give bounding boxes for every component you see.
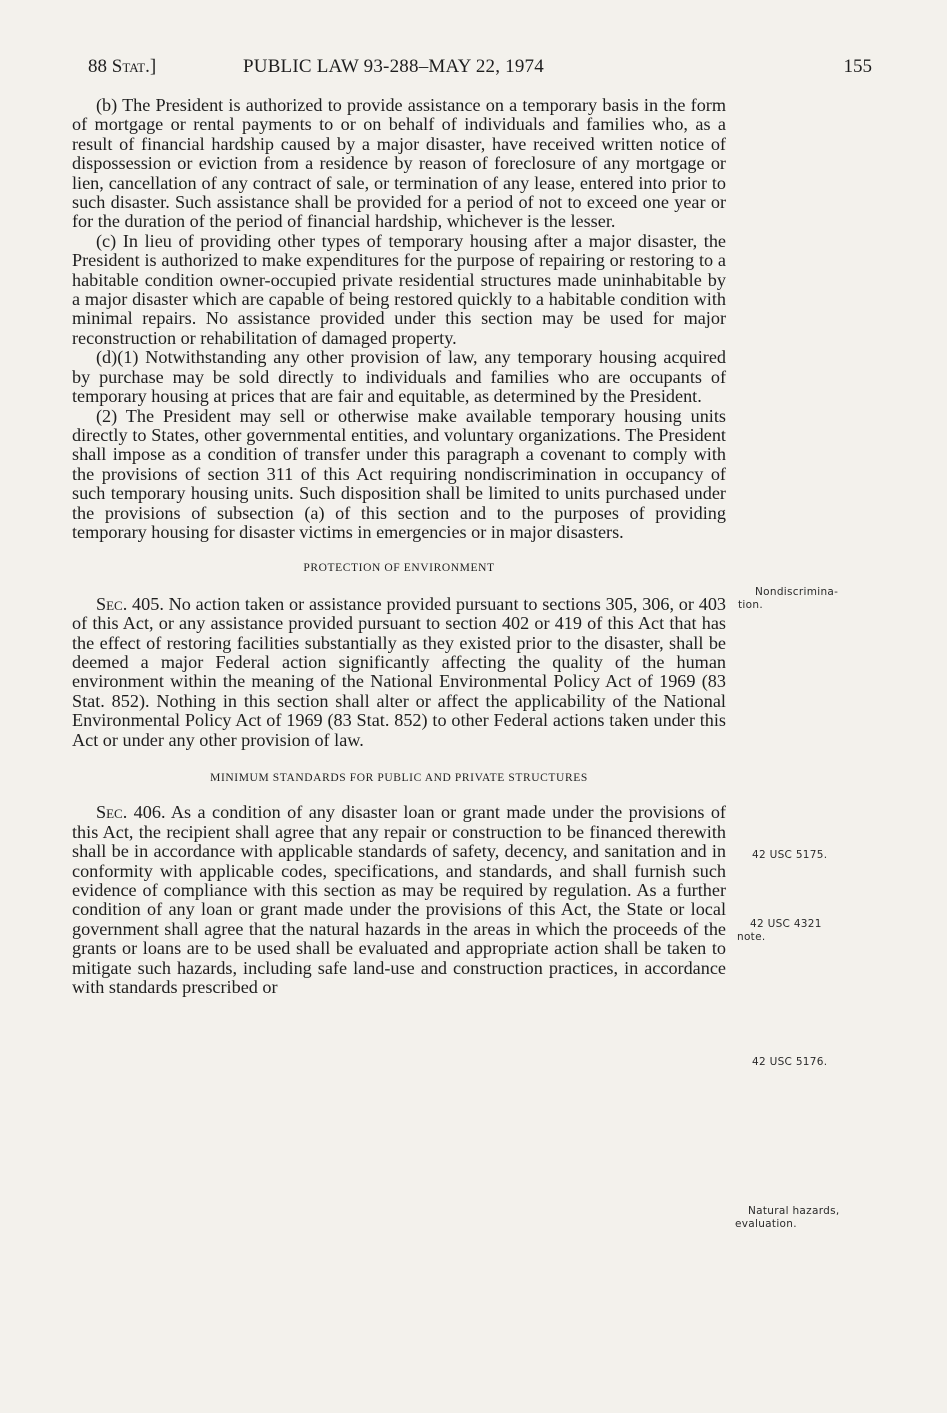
margin-note-nondiscrimination xyxy=(738,586,839,612)
section-406-label: Sec. 406. xyxy=(96,802,166,823)
paragraph-d1: (d)(1) Notwithstanding any other provision of law, any temporary housing acquired by purchase may be sold directly to individuals and families who are occupants of temporary housing at prices that are fair and equitable, as determined by the President. xyxy=(72,347,726,407)
margin-note-line: evaluation. xyxy=(735,1218,797,1230)
body-text xyxy=(72,96,726,997)
margin-note-line: Natural hazards, xyxy=(748,1205,840,1217)
section-405-label: Sec. 405. xyxy=(96,593,164,614)
page-header xyxy=(88,56,872,82)
margin-note-usc-4321 xyxy=(737,918,822,944)
stat-label: Stat. xyxy=(111,56,150,77)
section-heading-standards: MINIMUM STANDARDS FOR PUBLIC AND PRIVATE STRUCTURES xyxy=(210,772,588,784)
margin-note-line: 42 USC 4321 xyxy=(750,918,822,930)
margin-note-line: tion. xyxy=(738,599,763,611)
paragraph-b: (b) The President is authorized to provide assistance on a temporary basis in the form of mortgage or rental payments to or on behalf of individuals and families who, as a result of financial hardship caused by a major disaster, have received written notice of dispossession or eviction from a residence by reason of foreclosure of any mortgage or lien, cancellation of any contract of sale, or termination of any lease, entered into prior to such disaster. Such assistance shall be provided for a period of not to exceed one year or for the duration of the period of financial hardship, whichever is the lesser. xyxy=(72,95,726,232)
paragraph-d2: (2) The President may sell or otherwise make available temporary housing units directly to States, other governmental entities, and voluntary organizations. The President shall impose as a condition of transfer under this paragraph a covenant to comply with the provisions of section 311 of this Act requiring nondiscrimination in occupancy of such temporary housing units. Such disposition shall be limited to units purchased under the provisions of subsection (a) of this section and to the purposes of providing temporary housing for disaster victims in emergencies or in major disasters. xyxy=(72,405,726,542)
section-406-text: As a condition of any disaster loan or grant made under the provisions of this Act, the recipient shall agree that any repair or construction to be financed therewith shall be in accordance with applicable standards of safety, decency, and sanitation and in conformity with applicable codes, specifications, and standards, and shall furnish such evidence of compliance with this section as may be required by regulation. As a further condition of any loan or grant made under the provisions of this Act, the State or local government shall agree that the natural hazards in the areas in which the proceeds of the grants or loans are to be used shall be evaluated and appropriate action shall be taken to mitigate such hazards, including safe land-use and construction practices, in accordance with standards prescribed or xyxy=(72,802,726,998)
margin-note-line: note. xyxy=(737,931,766,943)
margin-note-line: Nondiscrimina- xyxy=(755,586,839,598)
bracket: ] xyxy=(149,56,157,77)
section-405-text: No action taken or assistance provided pursuant to sections 305, 306, or 403 of this Act, or any assistance provided pursuant to section 402 or 419 of this Act that has the effect of restoring facilities substantially as they existed prior to the disaster, shall be deemed a major Federal action significantly affecting the quality of the human environment within the meaning of the National Environmental Policy Act of 1969 (83 Stat. 852). Nothing in this section shall alter or affect the applicability of the National Environmental Policy Act of 1969 (83 Stat. 852) to other Federal actions taken under this Act or under any other provision of law. xyxy=(72,593,727,750)
margin-note-usc-5175: 42 USC 5175. xyxy=(752,849,828,861)
section-heading-environment: PROTECTION OF ENVIRONMENT xyxy=(303,562,495,575)
margin-note-usc-5176: 42 USC 5176. xyxy=(752,1056,828,1068)
section-406 xyxy=(72,803,726,997)
volume-number: 88 xyxy=(88,56,107,77)
section-405 xyxy=(72,595,726,750)
page-number: 155 xyxy=(843,56,872,77)
page-title: PUBLIC LAW 93-288–MAY 22, 1974 xyxy=(243,56,544,77)
margin-note-natural-hazards xyxy=(735,1205,840,1231)
paragraph-c: (c) In lieu of providing other types of temporary housing after a major disaster, the President is authorized to make expenditures for the purpose of repairing or restoring to a habitable condition owner-occupied private residential structures made uninhabitable by a major disaster which are capable of being restored quickly to a habitable condition with minimal repairs. No assistance provided under this section may be used for major reconstruction or rehabilitation of damaged property. xyxy=(72,230,726,348)
stat-citation xyxy=(88,56,156,78)
